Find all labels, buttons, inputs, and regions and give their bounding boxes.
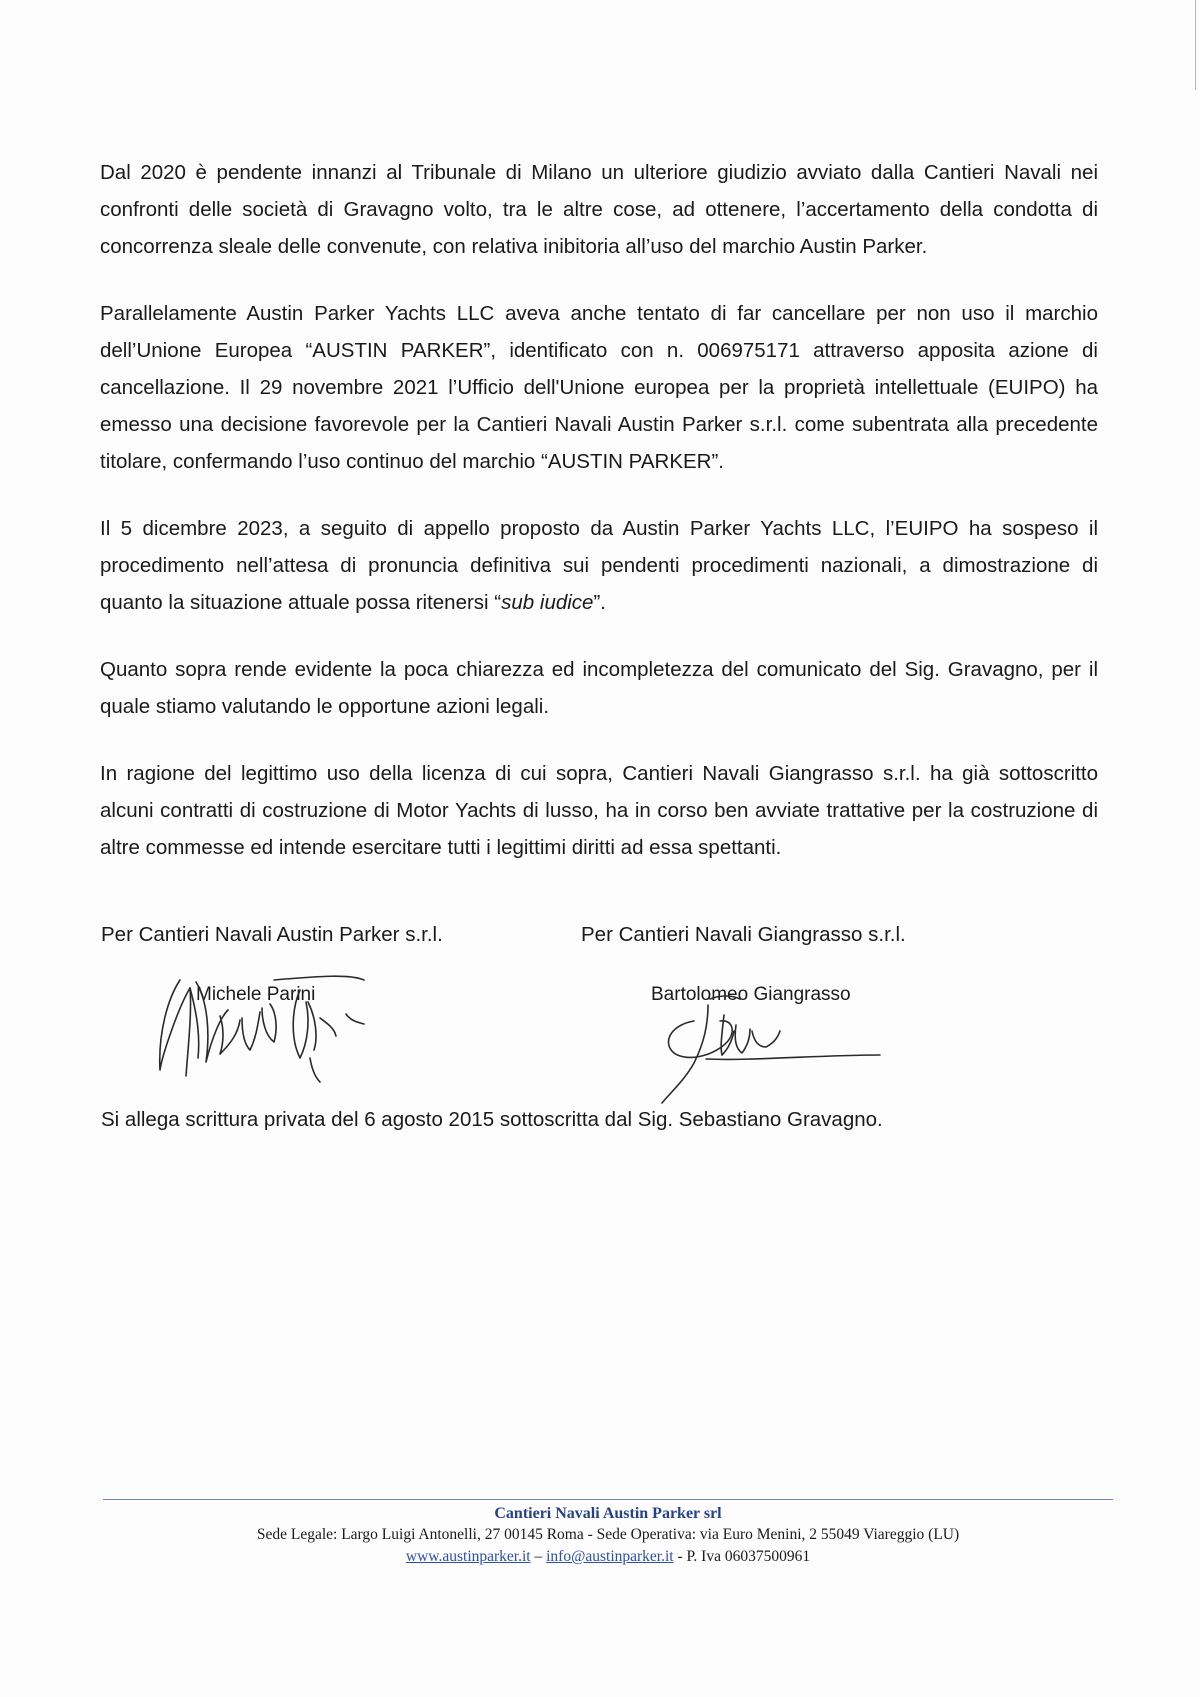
footer-vat: - P. Iva 06037500961 [677, 1548, 811, 1565]
footer-rule [103, 1499, 1113, 1500]
signatory-left-company: Per Cantieri Navali Austin Parker s.r.l. [101, 923, 443, 946]
signature-right-image [650, 985, 890, 1105]
paragraph-suspension-end: ”. [593, 591, 606, 614]
footer-address: Sede Legale: Largo Luigi Antonelli, 27 00145 Roma - Sede Operativa: via Euro Menini, 2 55049 Viareggio (LU) [256, 1526, 960, 1543]
paragraph-euipo-cancellation: Parallelamente Austin Parker Yachts LLC aveva anche tentato di far cancellare per non uso il marchio dell’Unione Europea “AUSTIN PARKER”, identificato con n. 006975171 attraverso apposita azione di cancellazione. Il 29 novembre 2021 l’Ufficio dell'Unione europea per la proprietà intellettuale (EUIPO) ha emesso una decisione favorevole per la Cantieri Navali Austin Parker s.r.l. come subentrata alla precedente titolare, confermando l’uso continuo del marchio “AUSTIN PARKER”. [100, 302, 1098, 473]
signatory-right-company: Per Cantieri Navali Giangrasso s.r.l. [581, 923, 906, 946]
attachment-note: Si allega scrittura privata del 6 agosto 2015 sottoscritta dal Sig. Sebastiano Gravagno. [101, 1108, 883, 1131]
scan-edge-line [1195, 0, 1196, 90]
paragraph-euipo-suspension [100, 510, 1098, 621]
letterhead-footer [103, 1499, 1113, 1568]
paragraph-gravagno-statement: Quanto sopra rende evidente la poca chiarezza ed incompletezza del comunicato del Sig. Gravagno, per il quale stiamo valutando le opportune azioni legali. [100, 658, 1098, 718]
email-link[interactable]: info@austinparker.it [546, 1548, 674, 1565]
signatory-left-name: Michele Parini [196, 984, 316, 1005]
paragraph-licence-use: In ragione del legittimo uso della licenza di cui sopra, Cantieri Navali Giangrasso s.r.l. ha già sottoscritto alcuni contratti di costruzione di Motor Yachts di lusso, ha in corso ben avviate trattative per la costruzione di altre commesse ed intende esercitare tutti i legittimi diritti ad essa spettanti. [100, 762, 1098, 859]
footer-contacts [103, 1546, 1113, 1568]
footer-company-name: Cantieri Navali Austin Parker srl [494, 1505, 722, 1522]
signature-left-image [150, 958, 410, 1088]
sub-iudice-italic: sub iudice [501, 591, 594, 614]
paragraph-suspension-text: Il 5 dicembre 2023, a seguito di appello proposto da Austin Parker Yachts LLC, l’EUIPO ha sospeso il procedimento nell’attesa di pronuncia definitiva sui pendenti procedimenti nazionali, a dimostrazione di quanto la situazione attuale possa ritenersi “ [100, 517, 1098, 614]
signatory-right-name: Bartolomeo Giangrasso [651, 984, 851, 1005]
letter-body [100, 154, 1098, 896]
website-link[interactable]: www.austinparker.it [405, 1548, 531, 1565]
footer-separator: – [534, 1548, 543, 1565]
paragraph-milano-lawsuit: Dal 2020 è pendente innanzi al Tribunale di Milano un ulteriore giudizio avviato dalla Cantieri Navali nei confronti delle società di Gravagno volto, tra le altre cose, ad ottenere, l’accertamento della condotta di concorrenza sleale delle convenute, con relativa inibitoria all’uso del marchio Austin Parker. [100, 161, 1098, 258]
